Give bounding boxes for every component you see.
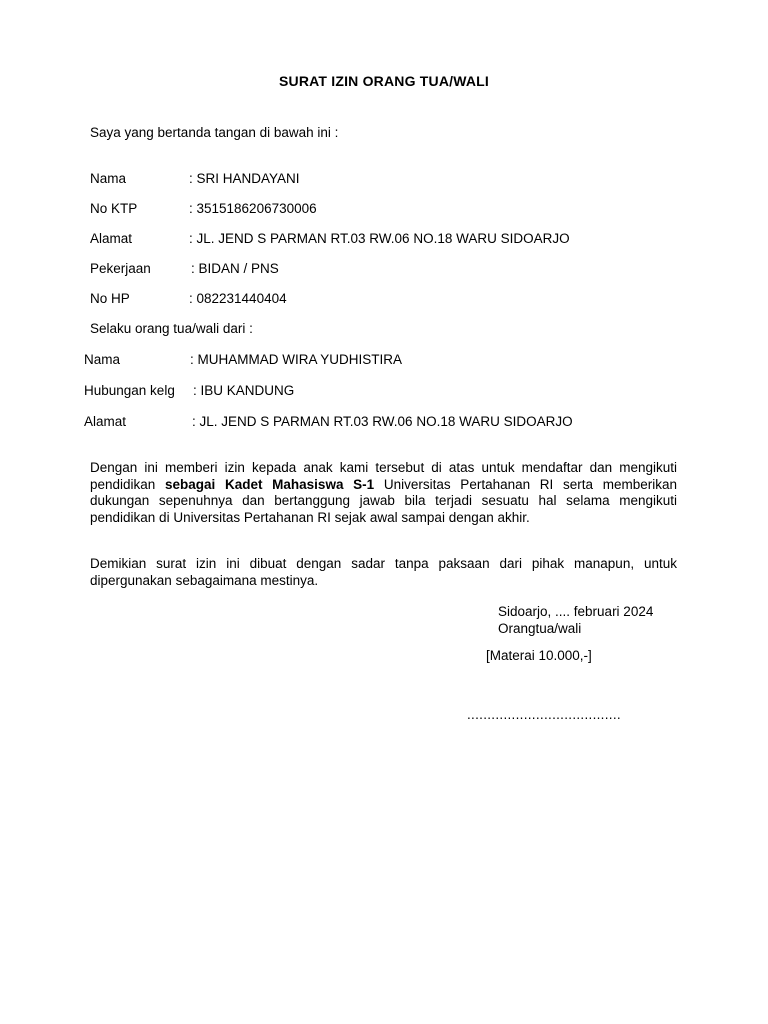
parent-phone-label: No HP [90,291,130,306]
closing-paragraph: Demikian surat izin ini dibuat dengan sadar tanpa paksaan dari pihak manapun, untuk dipergunakan sebagaimana mestinya. [90,556,677,588]
child-relation-label: Hubungan kelg [84,383,175,398]
permission-text-start: Dengan ini memberi izin kepada anak kami tersebut di atas untuk mendaftar dan mengikuti pendidikan [90,460,677,492]
parent-name-value: : SRI HANDAYANI [189,171,300,186]
permission-text-end: Universitas Pertahanan RI serta memberikan dukungan sepenuhnya dan bertanggung jawab bila terjadi sesuatu hal selama mengikuti pendidikan di Universitas Pertahanan RI sejak awal sampai dengan akhir. [90,476,677,525]
letter-title: SURAT IZIN ORANG TUA/WALI [278,73,490,89]
parent-address-label: Alamat [90,231,133,246]
stamp-placeholder: [Materai 10.000,-] [486,648,592,663]
permission-text-bold: sebagai Kadet Mahasiswa S-1 [165,476,375,492]
parent-phone-value: : 082231440404 [189,291,287,306]
child-name-label: Nama [84,352,121,367]
signer-role: Orangtua/wali [498,621,582,636]
child-address-value: : JL. JEND S PARMAN RT.03 RW.06 NO.18 WARU SIDOARJO [192,414,573,429]
signature-line: ...................................... [467,707,621,722]
child-relation-value: : IBU KANDUNG [193,383,295,398]
parent-job-value: : BIDAN / PNS [191,261,279,276]
child-name-value: : MUHAMMAD WIRA YUDHISTIRA [190,352,403,367]
intro-text: Saya yang bertanda tangan di bawah ini : [90,125,339,140]
parent-name-label: Nama [90,171,127,186]
permission-paragraph [90,460,677,526]
parent-ktp-label: No KTP [90,201,138,216]
place-date: Sidoarjo, .... februari 2024 [498,604,654,619]
parent-job-label: Pekerjaan [90,261,151,276]
child-address-label: Alamat [84,414,127,429]
parent-address-value: : JL. JEND S PARMAN RT.03 RW.06 NO.18 WARU SIDOARJO [189,231,570,246]
parent-ktp-value: : 3515186206730006 [189,201,317,216]
guardian-of-text: Selaku orang tua/wali dari : [90,321,253,336]
